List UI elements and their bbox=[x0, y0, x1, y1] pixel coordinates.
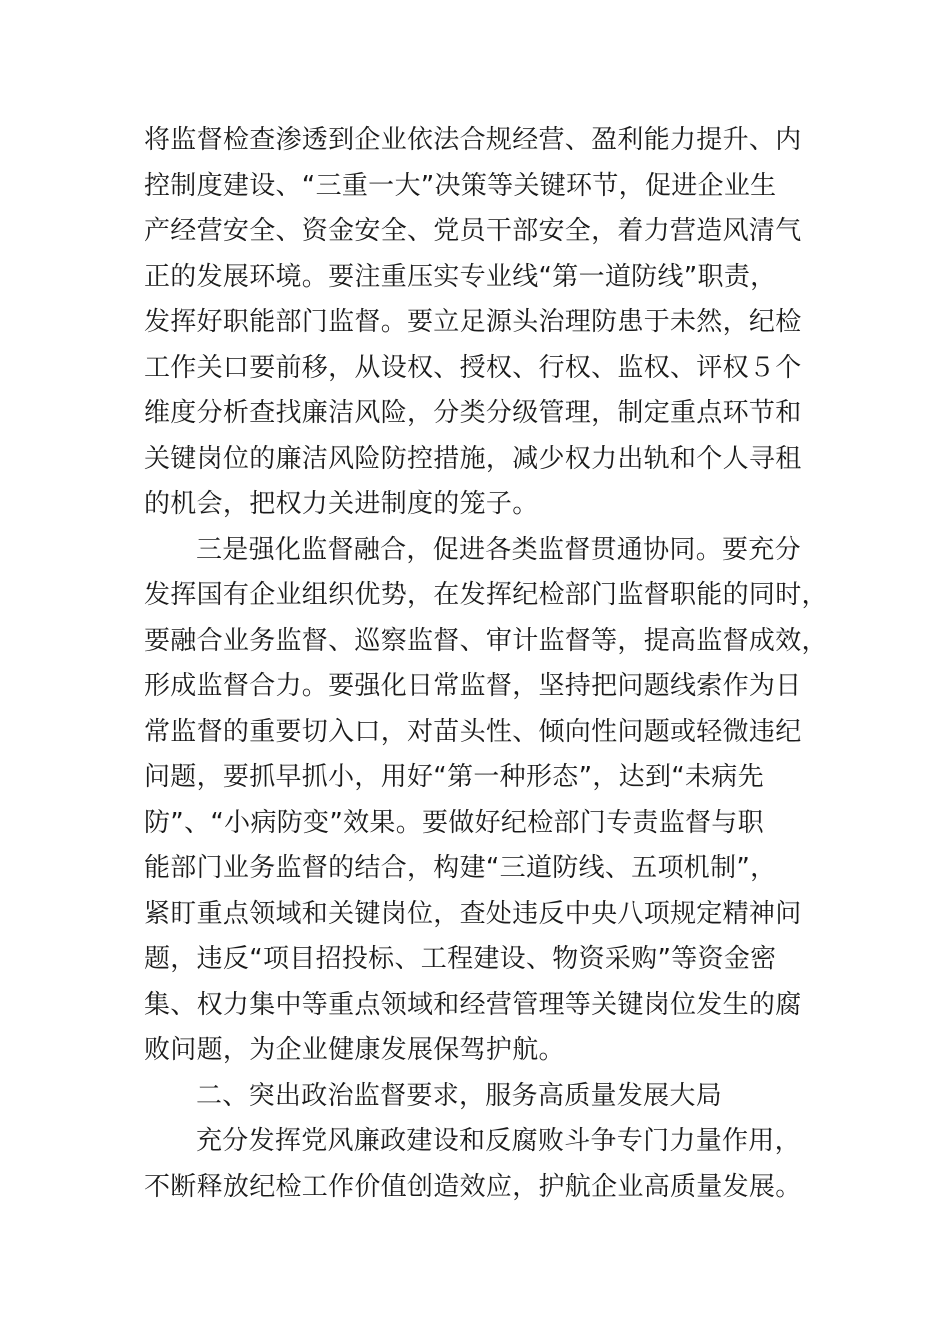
text-line: 关键岗位的廉洁风险防控措施，减少权力出轨和个人寻租 bbox=[144, 443, 802, 474]
text-line: 的机会，把权力关进制度的笼子。 bbox=[144, 489, 539, 519]
text-line: 产经营安全、资金安全、党员干部安全，着力营造风清气 bbox=[144, 216, 802, 246]
text-line: 维度分析查找廉洁风险，分类分级管理，制定重点环节和 bbox=[144, 398, 802, 428]
text-line: 常监督的重要切入口，对苗头性、倾向性问题或轻微违纪 bbox=[144, 716, 802, 747]
text-line: 发挥好职能部门监督。要立足源头治理防患于未然，纪检 bbox=[144, 307, 802, 337]
text-line: 要融合业务监督、巡察监督、审计监督等，提高监督成效， bbox=[144, 625, 828, 656]
text-line: 控制度建设、“三重一大”决策等关键环节，促进企业生 bbox=[144, 170, 777, 201]
text-line: 将监督检查渗透到企业依法合规经营、盈利能力提升、内 bbox=[144, 125, 802, 155]
text-line: 问题，要抓早抓小，用好“第一种形态”，达到“未病先 bbox=[144, 762, 764, 792]
section-heading: 二、突出政治监督要求，服务高质量发展大局 bbox=[196, 1080, 723, 1111]
text-line: 集、权力集中等重点领域和经营管理等关键岗位发生的腐 bbox=[144, 989, 802, 1020]
text-line: 发挥国有企业组织优势，在发挥纪检部门监督职能的同时， bbox=[144, 580, 828, 610]
text-line: 紧盯重点领域和关键岗位，查处违反中央八项规定精神问 bbox=[144, 898, 802, 929]
text-line: 题，违反“项目招投标、工程建设、物资采购”等资金密 bbox=[144, 944, 777, 974]
text-line: 正的发展环境。要注重压实专业线“第一道防线”职责， bbox=[144, 261, 777, 292]
document-body bbox=[144, 118, 828, 1210]
paragraph-start-line: 三是强化监督融合，促进各类监督贯通协同。要充分 bbox=[196, 534, 801, 565]
text-line: 工作关口要前移，从设权、授权、行权、监权、评权５个 bbox=[144, 352, 802, 383]
paragraph-start-line: 充分发挥党风廉政建设和反腐败斗争专门力量作用， bbox=[196, 1126, 801, 1156]
text-line: 防”、“小病防变”效果。要做好纪检部门专责监督与职 bbox=[144, 807, 764, 838]
text-line: 形成监督合力。要强化日常监督，坚持把问题线索作为日 bbox=[144, 671, 802, 701]
text-line: 不断释放纪检工作价值创造效应，护航企业高质量发展。 bbox=[144, 1171, 802, 1202]
text-line: 败问题，为企业健康发展保驾护航。 bbox=[144, 1035, 565, 1065]
text-line: 能部门业务监督的结合，构建“三道防线、五项机制”， bbox=[144, 853, 777, 883]
